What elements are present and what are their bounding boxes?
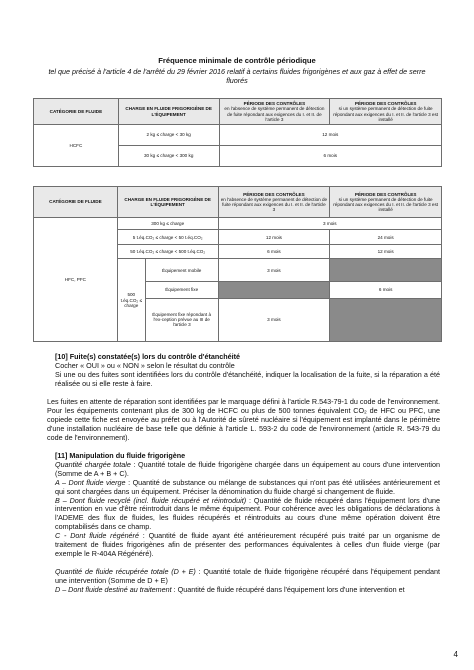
period-without-cell: 12 mois — [218, 230, 330, 244]
shaded-cell — [330, 298, 442, 341]
section-11-heading: [11] Manipulation du fluide frigorigène — [55, 451, 186, 460]
section-11 — [55, 452, 440, 595]
shaded-cell — [330, 259, 442, 282]
page-subtitle: tel que précisé à l'article 4 de l'arrêté du 29 février 2016 relatif à certains fluides frigorigènes et aux gaz à effet de serre fluorés — [48, 67, 426, 85]
definition-paragraph: D – Dont fluide destiné au traitement : Quantité de fluide récupéré dans l'équipement lors d'une intervention et — [55, 584, 405, 594]
period-cell: 12 mois — [219, 125, 441, 146]
category-cell: HFC, PFC — [34, 218, 118, 342]
frequency-table-hfc-pfc — [33, 186, 442, 342]
charge-cell: 300 kg ≤ charge — [117, 218, 218, 230]
equipment-type-cell: Équipement mobile — [145, 259, 218, 282]
header-category: CATÉGORIE DE FLUIDE — [34, 187, 118, 218]
definition-paragraph: B – Dont fluide recyclé (incl. fluide récupéré et réintroduit) : Quantité de fluide récupéré dans l'équipement lors d'une intervention en vue d'être réintroduit dans le même équipement. Pour cohérence avec les obligations de déclarations à l'ADEME des flux de fluides, les fluides récupérés et réintroduits au cours d'une même opération doivent être comptabilisés dans ce champ. — [55, 495, 440, 532]
page-number: 4 — [453, 650, 458, 659]
period-cell: 6 mois — [219, 146, 441, 167]
header-period-with-detection: PÉRIODE DES CONTRÔLES si un système permanent de détection de fuite répondant aux exigences du I. et II. de l'article 3 est installé — [330, 99, 442, 125]
section-10 — [55, 353, 440, 389]
period-cell: 3 mois — [218, 218, 441, 230]
definition-paragraph: Quantité chargée totale : Quantité totale de fluide frigorigène chargée dans un équipement au cours d'une intervention (Somme de A + B + C). — [55, 459, 440, 478]
definition-paragraph: C - Dont fluide régénéré : Quantité de fluide ayant été antérieurement récupéré puis traité par un organisme de traitement de fluides frigorigènes afin de présenter des performances équivalentes à celles d'un fluide vierge (par exemple le R-404A Régénéré). — [55, 531, 440, 558]
category-cell: HCFC — [34, 125, 119, 167]
header-period-without-detection: PÉRIODE DES CONTRÔLES en l'absence de système permanent de détection de fuite répondant aux exigences du I. et II. de l'article 3 — [219, 99, 330, 125]
header-charge: CHARGE EN FLUIDE FRIGORIGÈNE DE L'ÉQUIPEMENT — [117, 187, 218, 218]
shaded-cell — [218, 282, 330, 299]
header-period-without-detection: PÉRIODE DES CONTRÔLES en l'absence de système permanent de détection de fuite répondant aux exigences du I. et II. de l'article 3 — [218, 187, 330, 218]
section-10-heading: [10] Fuite(s) constatée(s) lors du contrôle d'étanchéité — [55, 352, 241, 361]
period-with-cell: 6 mois — [330, 282, 442, 299]
period-without-cell: 3 mois — [218, 298, 330, 341]
equipment-type-cell: Équipement fixe répondant à l'ex-ception prévue au III de l'article 3 — [145, 298, 218, 341]
header-period-with-detection: PÉRIODE DES CONTRÔLES si un système permanent de détection de fuite répondant aux exigences du I. et II. de l'article 3 est installé — [330, 187, 442, 218]
charge-cell: 30 kg ≤ charge < 300 kg — [118, 146, 219, 167]
charge-cell: 50 t.éq.CO₂ ≤ charge < 500 t.éq.CO₂ — [117, 244, 218, 258]
header-charge: CHARGE EN FLUIDE FRIGORIGÈNE DE L'ÉQUIPEMENT — [118, 99, 219, 125]
period-without-cell: 3 mois — [218, 259, 330, 282]
definition-paragraph: A – Dont fluide vierge : Quantité de substance ou mélange de substances qui n'ont pas été utilisées antérieurement et qui sont chargées dans un équipement. Préciser la dénomination du fluide chargé si changement de fluide. — [55, 477, 441, 496]
period-without-cell: 6 mois — [218, 244, 330, 258]
frequency-table-hcfc — [33, 98, 442, 167]
section-10-line: Si une ou des fuites sont identifiées lors du contrôle d'étanchéité, indiquer la localisation de la fuite, si la réparation a été réalisée ou si elle reste à faire. — [55, 369, 440, 388]
definition-paragraph: Quantité de fluide récupérée totale (D + E) : Quantité totale de fluide frigorigène récupéré dans l'équipement pendant une intervention (Somme de D + E) — [55, 566, 441, 585]
section-10-line: Cocher « OUI » ou « NON » selon le résultat du contrôle — [55, 360, 235, 370]
period-with-cell: 24 mois — [330, 230, 442, 244]
period-with-cell: 12 mois — [330, 244, 442, 258]
charge-group-cell: 500 t.éq.CO₂ ≤ charge — [117, 259, 145, 342]
section-10-paragraph: Les fuites en attente de réparation sont identifiées par le marquage défini à l'article R.543-79-1 du code de l'environnement. Pour les équipements contenant plus de 300 kg de HCFC ou plus de 500 tonnes équivalent CO₂ de HFC ou PFC, une copiede cette fiche est envoyée au préfet ou à l'Autorité de sûreté nucléaire si l'équipement est implanté dans le périmètre d'une installation nucléaire de base telle que définie à l'article L. 593-2 du code de l'environnement (article R. 543-79 du code de l'environnement). — [47, 397, 440, 442]
page-title: Fréquence minimale de contrôle périodique — [158, 56, 316, 65]
charge-cell: 5 t.éq.CO₂ ≤ charge < 50 t.éq.CO₂ — [117, 230, 218, 244]
header-category: CATÉGORIE DE FLUIDE — [34, 99, 119, 125]
charge-cell: 2 kg ≤ charge < 30 kg — [118, 125, 219, 146]
equipment-type-cell: Équipement fixe — [145, 282, 218, 299]
